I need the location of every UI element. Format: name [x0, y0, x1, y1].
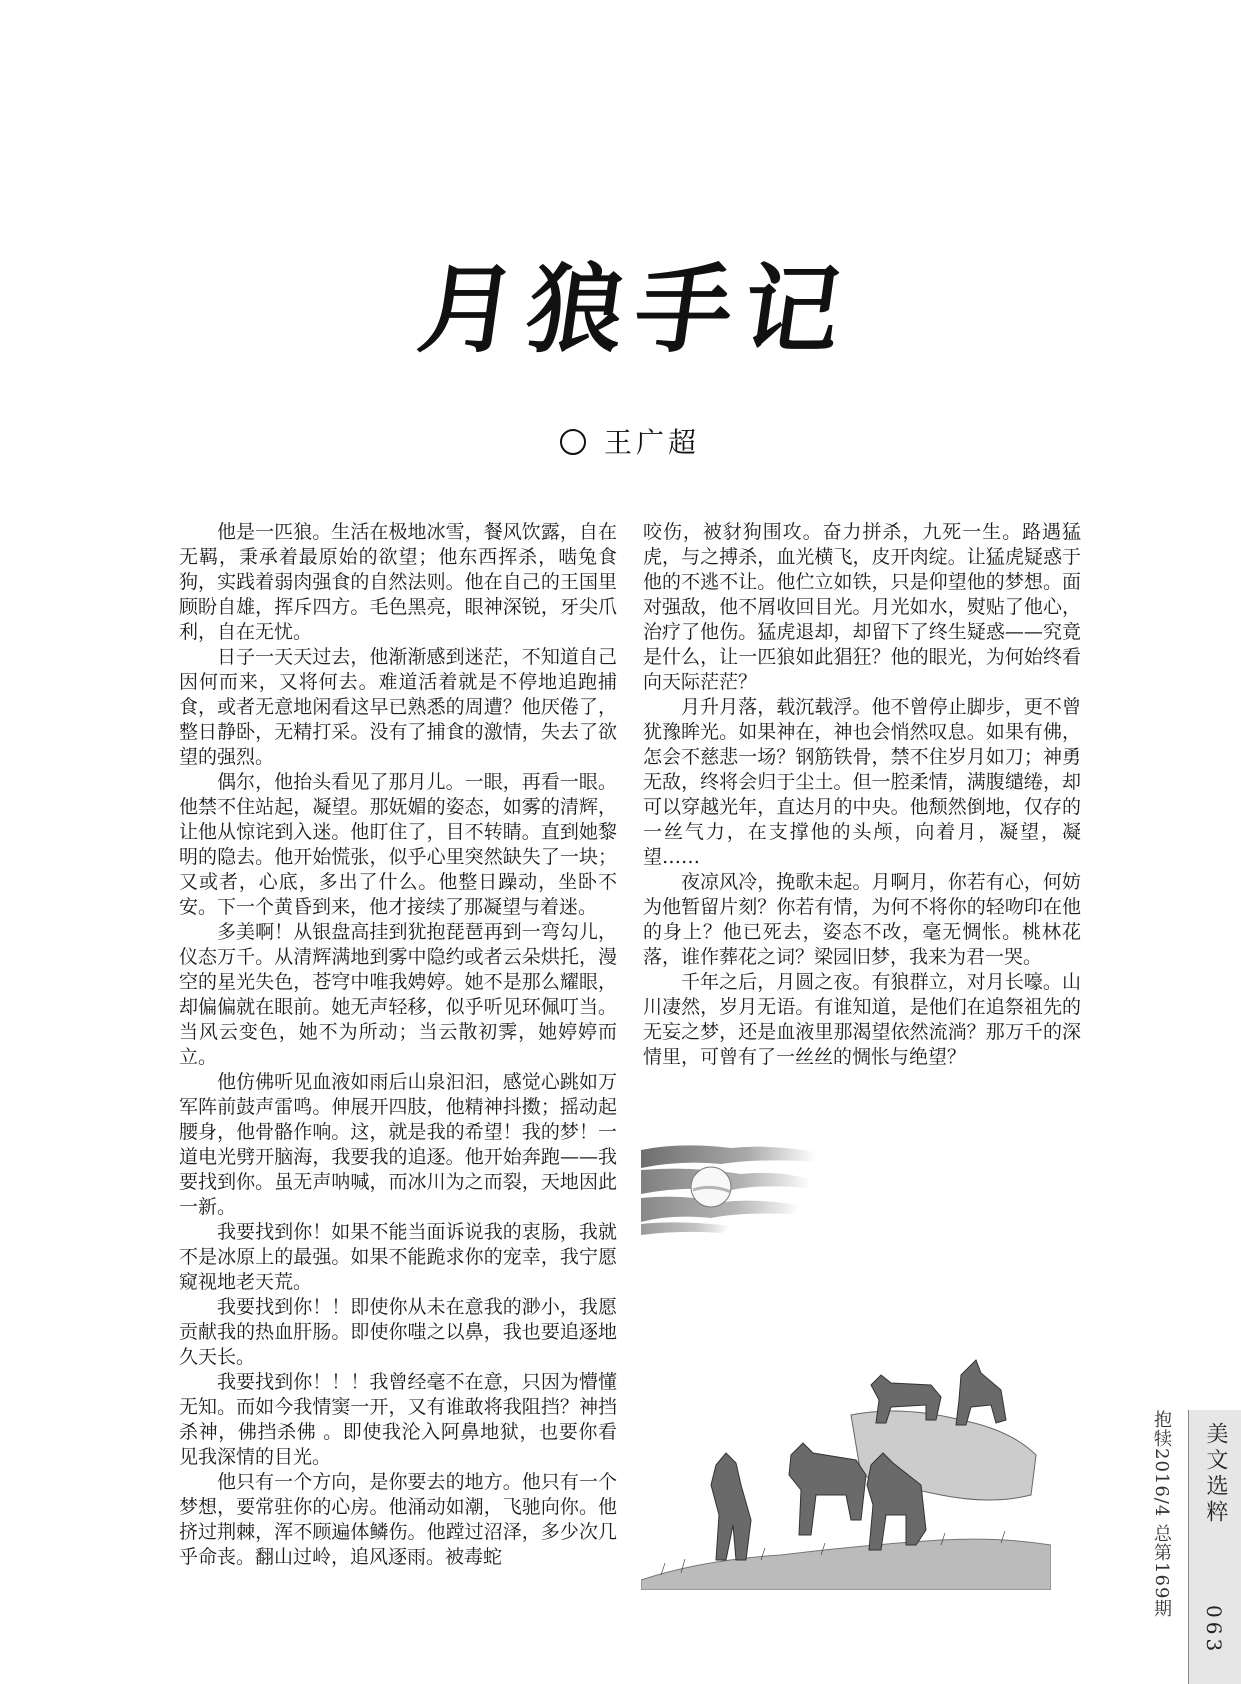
paragraph: 他仿佛听见血液如雨后山泉汩汩，感觉心跳如万军阵前鼓声雷鸣。伸展开四肢，他精神抖擞；摇动起腰身，他骨骼作响。这，就是我的希望！我的梦！一道电光劈开脑海，我要我的追逐。他开始奔跑——我要找到你。虽无声呐喊，而冰川为之而裂，天地因此一新。: [179, 1071, 617, 1218]
page-sidebar: [1140, 1410, 1241, 1684]
moon-cloud-illustration: [641, 1140, 816, 1235]
circle-icon: [560, 429, 586, 455]
article-title: 月狼手记: [412, 253, 861, 366]
author-name: 王广超: [604, 426, 701, 459]
paragraph: 我要找到你！！！我曾经毫不在意，只因为懵懂无知。而如今我情窦一开，又有谁敢将我阻挡？神挡杀神，佛挡杀佛 。即使我沦入阿鼻地狱，也要你看见我深情的目光。: [179, 1371, 617, 1468]
paragraph: 我要找到你！！即使你从未在意我的渺小，我愿贡献我的热血肝肠。即使你嗤之以鼻，我也要追逐地久天长。: [179, 1296, 617, 1368]
byline: [560, 425, 700, 461]
paragraph: 咬伤，被豺狗围攻。奋力拼杀，九死一生。路遇猛虎，与之搏杀，血光横飞，皮开肉绽。让猛虎疑惑于他的不逃不让。他伫立如铁，只是仰望他的梦想。面对强敌，他不屑收回目光。月光如水，熨贴了他心，治疗了他伤。猛虎退却，却留下了终生疑惑——究竟是什么，让一匹狼如此猖狂？他的眼光，为何始终看向天际茫茫？: [643, 521, 1081, 693]
page-number: 063: [1202, 1605, 1226, 1656]
paragraph: 多美啊！从银盘高挂到犹抱琵琶再到一弯勾儿，仪态万千。从清辉满地到雾中隐约或者云朵烘托，漫空的星光失色，苍穹中唯我娉婷。她不是那么耀眼，却偏偏就在眼前。她无声轻移，似乎听见环佩叮当。当风云变色，她不为所动；当云散初霁，她婷婷而立。: [179, 921, 617, 1068]
paragraph: 他是一匹狼。生活在极地冰雪，餐风饮露，自在无羁，秉承着最原始的欲望；他东西挥杀，啮兔食狗，实践着弱肉强食的自然法则。他在自己的王国里顾盼自雄，挥斥四方。毛色黑亮，眼神深锐，牙尖爪利，自在无忧。: [179, 521, 617, 643]
paragraph: 月升月落，载沉载浮。他不曾停止脚步，更不曾犹豫眸光。如果神在，神也会悄然叹息。如果有佛，怎会不慈悲一场？钢筋铁骨，禁不住岁月如刀；神勇无敌，终将会归于尘土。但一腔柔情，满腹缱绻，却可以穿越光年，直达月的中央。他颓然倒地，仅存的一丝气力，在支撑他的头颅，向着月，凝望，凝望……: [643, 696, 1081, 868]
issue-info: 抱犊2016/4 总第169期: [1151, 1410, 1172, 1619]
right-column: [643, 520, 1081, 1070]
column-name: 美文选粹: [1203, 1422, 1228, 1526]
wolf-pack-illustration: [641, 1345, 1051, 1590]
paragraph: 偶尔，他抬头看见了那月儿。一眼，再看一眼。他禁不住站起，凝望。那妩媚的姿态，如雾的清辉，让他从惊诧到入迷。他盯住了，目不转睛。直到她黎明的隐去。他开始慌张，似乎心里突然缺失了一块；又或者，心底，多出了什么。他整日躁动，坐卧不安。下一个黄昏到来，他才接续了那凝望与着迷。: [179, 771, 617, 918]
left-column: [179, 520, 617, 1570]
paragraph: 日子一天天过去，他渐渐感到迷茫，不知道自己因何而来，又将何去。难道活着就是不停地追跑捕食，或者无意地闲看这早已熟悉的周遭？他厌倦了，整日静卧，无精打采。没有了捕食的激情，失去了欲望的强烈。: [179, 646, 617, 768]
paragraph: 千年之后，月圆之夜。有狼群立，对月长嚎。山川凄然，岁月无语。有谁知道，是他们在追祭祖先的无妄之梦，还是血液里那渴望依然流淌？那万千的深情里，可曾有了一丝丝的惆怅与绝望？: [643, 971, 1081, 1068]
paragraph: 夜凉风冷，挽歌未起。月啊月，你若有心，何妨为他暂留片刻？你若有情，为何不将你的轻吻印在他的身上？他已死去，姿态不改，毫无惆怅。桃林花落，谁作葬花之词？梁园旧梦，我来为君一哭。: [643, 871, 1081, 968]
paragraph: 我要找到你！如果不能当面诉说我的衷肠，我就不是冰原上的最强。如果不能跪求你的宠幸，我宁愿窥视地老天荒。: [179, 1221, 617, 1293]
paragraph: 他只有一个方向，是你要去的地方。他只有一个梦想，要常驻你的心房。他涌动如潮，飞驰向你。他挤过荆棘，浑不顾遍体鳞伤。他蹚过沼泽，多少次几乎命丧。翻山过岭，追风逐雨。被毒蛇: [179, 1471, 617, 1568]
